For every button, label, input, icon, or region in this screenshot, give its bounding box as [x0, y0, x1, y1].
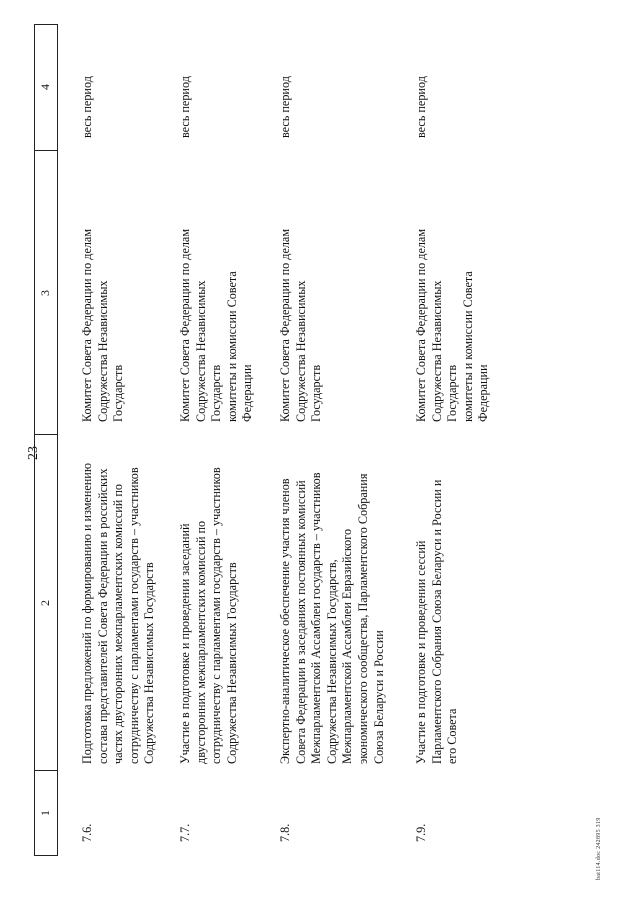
responsible-cell [178, 172, 256, 422]
text-line: Содружества Независимых Государств [142, 562, 157, 764]
text-line: Союза Беларуси и России [371, 630, 386, 764]
responsible-cell [278, 172, 325, 422]
text-line: двусторонних межпарламентских комиссий по [193, 520, 208, 764]
text-line: Парламентского Собрания Союза Беларуси и России и [429, 479, 444, 764]
text-line: весь период [414, 76, 428, 138]
responsible-cell [80, 172, 127, 422]
period-cell [278, 28, 294, 138]
page-number: 23 [26, 446, 41, 460]
text-line: Комитет Совета Федерации по делам [178, 228, 192, 422]
text-line: Межпарламентской Ассамблеи государств – участников [309, 472, 324, 764]
text-line: Экспертно-аналитическое обеспечение участия членов [278, 478, 292, 764]
text-line: Межпарламентской Ассамблеи Евразийского [340, 528, 355, 764]
text-line: Содружества Независимых [193, 280, 208, 422]
period-cell [80, 28, 96, 138]
text-line: Государств [209, 364, 224, 422]
text-line: Содружества Независимых Государств [224, 562, 239, 764]
row-number: 7.7. [178, 823, 192, 842]
text-line: весь период [80, 76, 94, 138]
column-header-4: 4 [38, 84, 52, 90]
text-line: Комитет Совета Федерации по делам [80, 228, 94, 422]
text-line: Совета Федерации в заседаниях постоянных комиссий [293, 480, 308, 764]
text-line: Государств [111, 364, 126, 422]
text-line: Комитет Совета Федерации по делам [414, 228, 428, 422]
text-line: его Совета [445, 708, 460, 764]
text-line: Содружества Независимых [95, 280, 110, 422]
row-number: 7.6. [80, 823, 94, 842]
text-line: сотрудничеству с парламентами государств – участников [209, 467, 224, 764]
text-line: Участие в подготовке и проведении заседаний [178, 523, 192, 764]
text-line: Федерации [240, 364, 255, 422]
column-header-3: 3 [38, 290, 52, 296]
text-line: частях двусторонних межпарламентских комиссий по [111, 484, 126, 764]
text-line: Федерации [476, 364, 491, 422]
row-number: 7.9. [414, 823, 428, 842]
period-cell [178, 28, 194, 138]
text-line: комитеты и комиссии Совета [224, 271, 239, 422]
footer-filename: bat114.doc 242895 319 [596, 817, 602, 880]
text-line: Содружества Независимых [293, 280, 308, 422]
text-line: Государств [445, 364, 460, 422]
period-cell [414, 28, 430, 138]
text-line: Участие в подготовке и проведении сессий [414, 540, 428, 764]
text-line: Государств [309, 364, 324, 422]
text-line: Комитет Совета Федерации по делам [278, 228, 292, 422]
text-line: весь период [278, 76, 292, 138]
text-line: экономического сообщества, Парламентского Собрания [355, 473, 370, 764]
action-cell [278, 420, 387, 764]
action-cell [80, 420, 158, 764]
text-line: состава представителей Совета Федерации в российских [95, 468, 110, 764]
action-cell [414, 420, 461, 764]
text-line: сотрудничеству с парламентами государств – участников [126, 467, 141, 764]
text-line: Подготовка предложений по формированию и изменению [80, 463, 94, 764]
column-header-1: 1 [38, 810, 52, 816]
action-cell [178, 420, 240, 764]
text-line: весь период [178, 76, 192, 138]
text-line: Содружества Независимых [429, 280, 444, 422]
responsible-cell [414, 172, 492, 422]
text-line: комитеты и комиссии Совета [460, 271, 475, 422]
text-line: Содружества Независимых Государств, [324, 559, 339, 764]
row-number: 7.8. [278, 823, 292, 842]
column-header-row [34, 24, 58, 856]
column-header-2: 2 [38, 600, 52, 606]
